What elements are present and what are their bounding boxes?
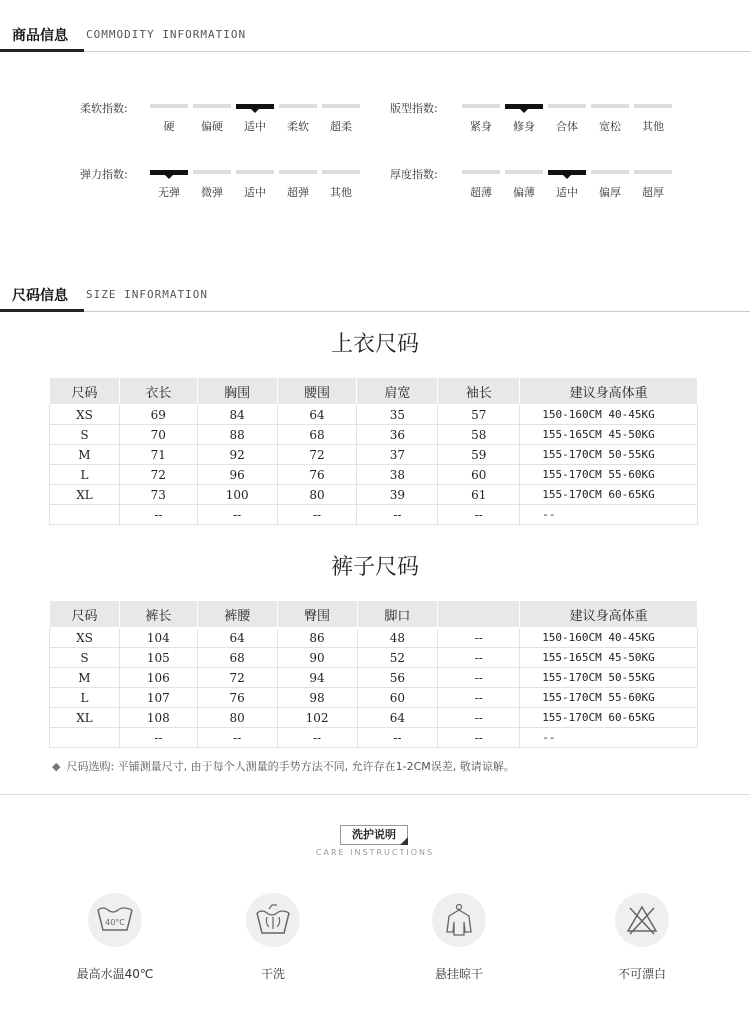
table-cell: 98 (277, 688, 357, 708)
table-cell: 155-170CM 50-55KG (520, 668, 698, 688)
table-cell: 71 (119, 445, 197, 465)
rating-segment (462, 104, 500, 108)
table-cell: 88 (197, 425, 277, 445)
size-header-cn: 尺码信息 (12, 288, 68, 304)
commodity-header-cn: 商品信息 (12, 28, 68, 44)
table-cell: 60 (357, 688, 438, 708)
table-cell: 35 (357, 405, 438, 425)
size-header (0, 260, 750, 312)
table-cell: -- (438, 688, 520, 708)
table-cell: L (50, 688, 120, 708)
table-cell (50, 728, 120, 748)
wash-temp-text: 40°C (105, 918, 125, 927)
care-badge: 洗护说明 (340, 825, 408, 845)
rating-segment (193, 104, 231, 108)
top-size-table (49, 377, 698, 525)
rating-option: 硬 (163, 120, 175, 133)
rating-segment (322, 104, 360, 108)
rating-segment (236, 170, 274, 174)
table-cell: 102 (277, 708, 357, 728)
care-item-dry-clean (218, 893, 328, 982)
pants-table-title: 裤子尺码 (330, 555, 419, 580)
rating-row (80, 166, 380, 206)
table-cell: -- (277, 728, 357, 748)
table-cell: -- (438, 648, 520, 668)
care-en-title: CARE INSTRUCTIONS (315, 848, 435, 857)
rating-row (80, 100, 380, 140)
table-row (50, 708, 698, 728)
table-cell: 72 (197, 668, 277, 688)
table-cell: 155-165CM 45-50KG (520, 648, 698, 668)
care-item-wash (60, 893, 170, 982)
table-cell: 64 (277, 405, 357, 425)
table-header-cell: 腰围 (277, 378, 357, 405)
table-cell: L (50, 465, 120, 485)
table-cell: 104 (119, 628, 197, 648)
table-cell: 64 (197, 628, 277, 648)
table-cell: 72 (277, 445, 357, 465)
rating-option: 其他 (330, 186, 352, 199)
rating-segment-selected (548, 170, 586, 175)
rating-option: 适中 (244, 120, 266, 133)
table-cell: 70 (119, 425, 197, 445)
hang-dry-icon (432, 893, 486, 947)
table-cell: 155-170CM 60-65KG (520, 485, 698, 505)
header-line (0, 51, 750, 52)
rating-option: 偏硬 (201, 120, 223, 133)
table-row (50, 688, 698, 708)
table-cell: 38 (357, 465, 438, 485)
table-header-cell: 建议身高体重 (520, 601, 698, 628)
table-cell: 56 (357, 668, 438, 688)
commodity-header-en: COMMODITY INFORMATION (86, 28, 247, 41)
table-row (50, 425, 698, 445)
table-cell: 39 (357, 485, 438, 505)
rating-label: 柔软指数: (80, 102, 128, 115)
care-item-hang-dry (404, 893, 514, 982)
table-cell: -- (520, 505, 698, 525)
rating-option: 柔软 (287, 120, 309, 133)
table-cell: -- (197, 728, 277, 748)
table-cell: 80 (277, 485, 357, 505)
table-header-cell: 建议身高体重 (520, 378, 698, 405)
table-cell: 100 (197, 485, 277, 505)
rating-label: 弹力指数: (80, 168, 128, 181)
rating-row (390, 166, 690, 206)
table-cell: 155-170CM 50-55KG (520, 445, 698, 465)
rating-label: 厚度指数: (390, 168, 438, 181)
size-note-text: 尺码选购: 平铺测量尺寸, 由于每个人测量的手势方法不同, 允许存在1-2CM误差, 敬请谅解。 (66, 760, 515, 773)
table-header-cell: 尺码 (50, 601, 120, 628)
table-header-row (50, 601, 698, 628)
table-cell: 48 (357, 628, 438, 648)
table-cell: 76 (277, 465, 357, 485)
table-row (50, 405, 698, 425)
table-cell: 105 (119, 648, 197, 668)
rating-segment-selected (236, 104, 274, 109)
rating-segment (279, 104, 317, 108)
table-header-cell: 衣长 (119, 378, 197, 405)
care-label-wash: 最高水温40℃ (76, 967, 154, 981)
table-cell: 57 (438, 405, 520, 425)
table-cell: -- (438, 668, 520, 688)
table-cell: 150-160CM 40-45KG (520, 405, 698, 425)
table-header-cell: 裤长 (119, 601, 197, 628)
table-cell (50, 505, 120, 525)
table-cell: 73 (119, 485, 197, 505)
rating-option: 超柔 (330, 120, 352, 133)
no-bleach-icon (615, 893, 669, 947)
size-note (52, 758, 515, 774)
header-underline (0, 49, 84, 52)
table-cell: 52 (357, 648, 438, 668)
table-cell: 68 (197, 648, 277, 668)
rating-segment (193, 170, 231, 174)
rating-segment-selected (150, 170, 188, 175)
table-row (50, 445, 698, 465)
size-header-en: SIZE INFORMATION (86, 288, 208, 301)
rating-segment (591, 104, 629, 108)
table-cell: 155-170CM 55-60KG (520, 465, 698, 485)
header-line (0, 311, 750, 312)
table-cell: -- (438, 628, 520, 648)
rating-row (390, 100, 690, 140)
table-cell: XS (50, 405, 120, 425)
table-cell: 69 (119, 405, 197, 425)
table-cell: -- (357, 505, 438, 525)
rating-option: 偏薄 (513, 186, 535, 199)
commodity-header (0, 0, 750, 52)
table-row (50, 505, 698, 525)
table-cell: 92 (197, 445, 277, 465)
care-label-hang-dry: 悬挂晾干 (434, 967, 483, 981)
rating-segment (322, 170, 360, 174)
rating-option: 其他 (642, 120, 664, 133)
table-cell: 150-160CM 40-45KG (520, 628, 698, 648)
table-cell: 155-170CM 60-65KG (520, 708, 698, 728)
table-header-cell: 胸围 (197, 378, 277, 405)
rating-option: 超薄 (470, 186, 492, 199)
care-label-dry-clean: 干洗 (260, 967, 285, 981)
rating-segment (634, 170, 672, 174)
rating-option: 超弹 (287, 186, 309, 199)
pants-size-table (49, 600, 698, 748)
table-cell: -- (277, 505, 357, 525)
table-header-cell: 臀围 (277, 601, 357, 628)
table-cell: 86 (277, 628, 357, 648)
rating-option: 微弹 (201, 186, 223, 199)
table-cell: 64 (357, 708, 438, 728)
wash-40-icon (88, 893, 142, 947)
table-header-cell (438, 601, 520, 628)
table-cell: 106 (119, 668, 197, 688)
table-header-cell: 袖长 (438, 378, 520, 405)
rating-segment (591, 170, 629, 174)
table-cell: S (50, 648, 120, 668)
table-cell: -- (438, 505, 520, 525)
table-header-cell: 肩宽 (357, 378, 438, 405)
table-cell: 84 (197, 405, 277, 425)
rating-option: 适中 (244, 186, 266, 199)
rating-option: 紧身 (470, 120, 492, 133)
table-row (50, 648, 698, 668)
table-header-row (50, 378, 698, 405)
table-cell: 108 (119, 708, 197, 728)
rating-segment (505, 170, 543, 174)
rating-option: 宽松 (599, 120, 621, 133)
rating-segment (548, 104, 586, 108)
table-cell: 76 (197, 688, 277, 708)
table-cell: XS (50, 628, 120, 648)
table-header-cell: 脚口 (357, 601, 438, 628)
table-cell: -- (119, 505, 197, 525)
rating-segment (462, 170, 500, 174)
rating-segment (150, 104, 188, 108)
table-cell: 80 (197, 708, 277, 728)
table-cell: -- (520, 728, 698, 748)
diamond-icon: ◆ (52, 760, 61, 773)
table-cell: 155-170CM 55-60KG (520, 688, 698, 708)
rating-option: 无弹 (158, 186, 180, 199)
care-label-no-bleach: 不可漂白 (617, 967, 666, 981)
rating-label: 版型指数: (390, 102, 438, 115)
table-row (50, 628, 698, 648)
table-cell: 59 (438, 445, 520, 465)
rating-segment (279, 170, 317, 174)
table-row (50, 668, 698, 688)
table-cell: 107 (119, 688, 197, 708)
table-cell: 96 (197, 465, 277, 485)
table-cell: 37 (357, 445, 438, 465)
table-header-cell: 尺码 (50, 378, 120, 405)
table-cell: XL (50, 708, 120, 728)
table-cell: 68 (277, 425, 357, 445)
rating-option: 合体 (556, 120, 578, 133)
table-cell: 60 (438, 465, 520, 485)
dry-clean-icon (246, 893, 300, 947)
rating-option: 偏厚 (599, 186, 621, 199)
rating-segment (634, 104, 672, 108)
table-row (50, 728, 698, 748)
table-cell: 58 (438, 425, 520, 445)
table-cell: -- (438, 708, 520, 728)
rating-option: 适中 (556, 186, 578, 199)
table-cell: 72 (119, 465, 197, 485)
table-cell: M (50, 445, 120, 465)
care-item-no-bleach (587, 893, 697, 982)
table-cell: 155-165CM 45-50KG (520, 425, 698, 445)
header-underline (0, 309, 84, 312)
table-cell: 36 (357, 425, 438, 445)
table-cell: -- (438, 728, 520, 748)
table-cell: 90 (277, 648, 357, 668)
table-header-cell: 裤腰 (197, 601, 277, 628)
rating-option: 修身 (513, 120, 535, 133)
top-table-title: 上衣尺码 (330, 332, 419, 357)
table-cell: -- (357, 728, 438, 748)
table-cell: S (50, 425, 120, 445)
table-cell: XL (50, 485, 120, 505)
table-cell: 61 (438, 485, 520, 505)
table-cell: 94 (277, 668, 357, 688)
table-cell: -- (197, 505, 277, 525)
table-row (50, 465, 698, 485)
table-cell: M (50, 668, 120, 688)
table-cell: -- (119, 728, 197, 748)
table-row (50, 485, 698, 505)
rating-segment-selected (505, 104, 543, 109)
divider (0, 794, 750, 795)
rating-option: 超厚 (642, 186, 664, 199)
